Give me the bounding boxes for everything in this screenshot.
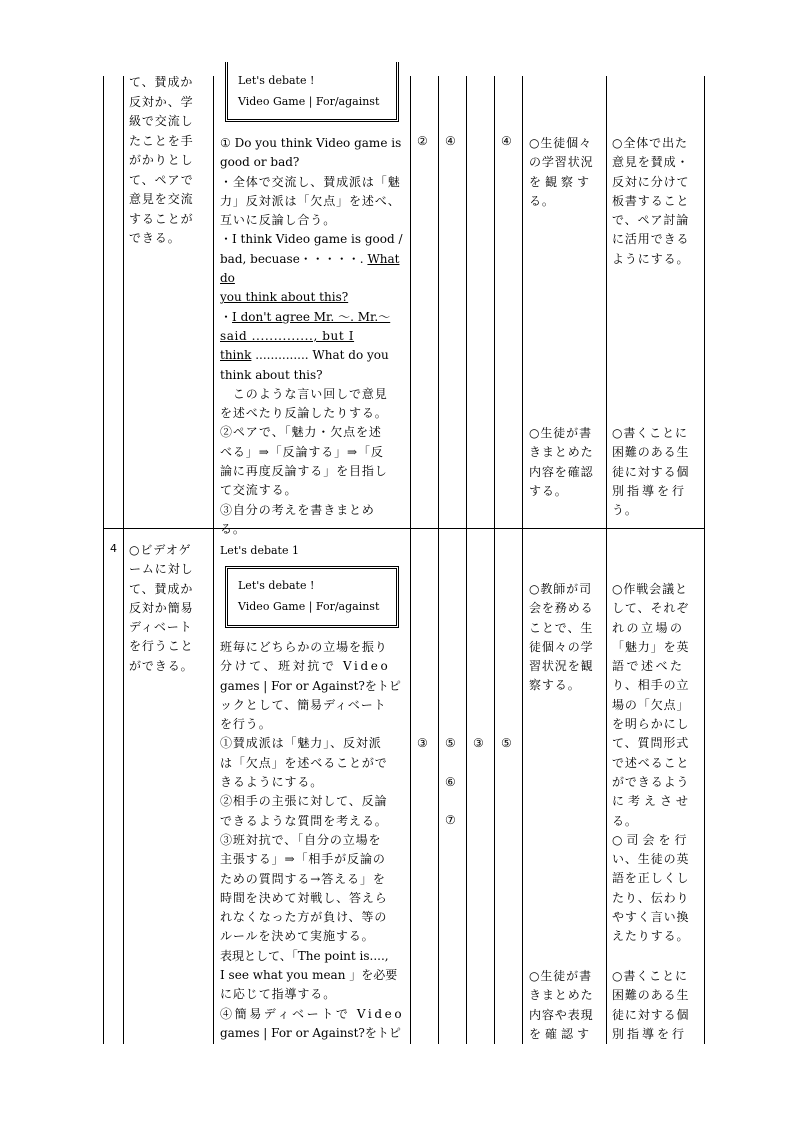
activity-line: は「欠点」を述べることがで: [220, 755, 388, 770]
row4-mark-col2c: ⑦: [445, 813, 456, 827]
table-divider-num: [123, 76, 124, 1044]
activity-text: bad, becuase・・・・・.: [220, 251, 364, 266]
support-line: て、質問形式: [612, 736, 690, 751]
row3-goal-line: がかりとし: [129, 153, 194, 167]
support-line: 困難のある生: [612, 445, 690, 460]
activity-line: ための質問する→答える」を: [220, 871, 386, 886]
table-divider-goal: [213, 76, 214, 1044]
row4-evaluation-1: [529, 580, 607, 696]
support-line: 別指導を行: [612, 1026, 688, 1041]
eval-line: 習状況を観: [529, 659, 594, 674]
eval-line: ことで、生: [529, 620, 594, 635]
row3-activity: [220, 134, 408, 539]
row3-debate-box: [225, 62, 399, 122]
activity-line: 力」反対派は「欠点」を述べ、: [220, 193, 401, 208]
row3-mark-col1: ②: [417, 134, 428, 148]
eval-line: する。: [529, 483, 568, 498]
support-line: れの立場の: [612, 620, 685, 635]
activity-line: る。: [220, 521, 246, 536]
debate-box-topic: Video Game | For/against: [238, 95, 380, 108]
support-line: ようにする。: [612, 251, 690, 266]
eval-line: を確認す: [529, 1026, 594, 1041]
activity-line: ①賛成派は「魅力」、反対派: [220, 736, 382, 751]
support-line: 「魅力」を英: [612, 639, 690, 654]
activity-underlined: What do: [220, 251, 400, 286]
activity-line: べる」⇒「反論する」⇒「反: [220, 444, 384, 459]
support-line: ○司会を行: [612, 832, 691, 847]
row4-support-1: [612, 580, 704, 947]
row3-goal-line: 反対か、学: [129, 94, 194, 109]
eval-line: 徒個々の学: [529, 639, 594, 654]
activity-line: good or bad?: [220, 155, 300, 170]
support-line: る。: [612, 813, 638, 828]
debate-box-topic: Video Game | For/against: [238, 600, 380, 613]
support-line: ができるよう: [612, 774, 690, 789]
activity-line: 班毎にどちらかの立場を振り: [220, 640, 388, 654]
eval-line: 内容を確認: [529, 464, 594, 479]
row4-support-2: [612, 967, 704, 1044]
support-line: に活用できる: [612, 232, 690, 247]
eval-line: ○教師が司: [529, 582, 592, 596]
eval-line: ○生徒個々: [529, 136, 592, 150]
row3-goal-line: て、賛成か: [129, 75, 194, 89]
activity-line: [220, 250, 408, 289]
activity-line: games | For or Against?をトピ: [220, 1025, 401, 1040]
row4-heading: Let's debate 1: [220, 544, 299, 557]
activity-line: れなくなった方が負け、等の: [220, 910, 388, 925]
support-line: ○作戦会議と: [612, 582, 688, 596]
table-divider-activity: [410, 76, 411, 1044]
activity-line: ルールを決めて実施する。: [220, 929, 375, 944]
activity-line: できるような質問を考える。: [220, 813, 388, 828]
eval-line: ○生徒が書: [529, 969, 592, 983]
activity-line: を述べたり反論したりする。: [220, 406, 388, 421]
support-line: ○全体で出た: [612, 136, 688, 150]
activity-line: ②ペアで、「魅力・欠点を述: [220, 425, 382, 440]
row4-mark-col2a: ⑤: [445, 736, 456, 750]
table-divider-mark2: [466, 76, 467, 1044]
eval-line: 察する。: [529, 678, 581, 693]
row4-goal-line: ディベート: [129, 620, 193, 635]
activity-line: think about this?: [220, 367, 323, 382]
activity-text: ・: [220, 309, 233, 324]
activity-line: 時間を決めて対戦し、答えら: [220, 890, 388, 905]
support-line: たり、伝わり: [612, 890, 690, 905]
support-line: 徒に対する個: [612, 1007, 690, 1022]
activity-line: 分けて、班対抗で Video: [220, 659, 391, 674]
row3-evaluation-1: [529, 134, 607, 211]
activity-line: [220, 346, 408, 365]
row4-debate-box: [225, 566, 399, 628]
support-line: ○書くことに: [612, 426, 688, 440]
support-line: 徒に対する個: [612, 464, 690, 479]
debate-box-title: Let's debate !: [238, 74, 315, 87]
activity-line: を行う。: [220, 717, 272, 732]
row4-goal-line: ームに対し: [129, 562, 194, 577]
support-line: で述べること: [612, 755, 690, 770]
activity-line: ックとして、簡易ディベート: [220, 697, 387, 712]
row3-evaluation-2: [529, 424, 607, 501]
support-line: に考えさせ: [612, 794, 693, 809]
activity-line: ① Do you think Video game is: [220, 136, 402, 150]
row3-goal-line: 級で交流し: [129, 114, 194, 128]
eval-line: 会を務める: [529, 601, 594, 616]
support-line: う。: [612, 503, 638, 518]
row4-goal-line: 反対か簡易: [129, 600, 194, 615]
activity-line: 主張する」⇒「相手が反論の: [220, 852, 386, 867]
activity-line: ②相手の主張に対して、反論: [220, 794, 388, 809]
activity-line: 互いに反論し合う。: [220, 213, 337, 228]
row3-goal-line: できる。: [129, 231, 181, 245]
row4-number: 4: [110, 542, 117, 555]
table-divider-eval: [606, 76, 607, 1044]
row3-goal: [129, 73, 213, 249]
table-border-left: [103, 76, 104, 1044]
eval-line: る。: [529, 193, 555, 208]
table-divider-mark1: [438, 76, 439, 1044]
row3-goal-line: 意見を交流: [129, 192, 194, 206]
support-line: 板書すること: [612, 193, 690, 208]
row4-mark-col2b: ⑥: [445, 775, 456, 789]
row3-mark-col2: ④: [445, 134, 456, 148]
eval-line: 内容や表現: [529, 1007, 594, 1022]
support-line: えたりする。: [612, 929, 690, 944]
debate-box-title: Let's debate !: [238, 579, 315, 592]
table-divider-mark4: [522, 76, 523, 1044]
row3-goal-line: たことを手: [129, 133, 194, 148]
row4-mark-col1: ③: [417, 736, 428, 750]
activity-line: games | For or Against?をトピ: [220, 678, 401, 693]
row3-mark-col4: ④: [501, 134, 512, 148]
support-line: で、ペア討論: [612, 213, 690, 228]
eval-line: きまとめた: [529, 445, 594, 460]
activity-line: ③自分の考えを書きまとめ: [220, 502, 375, 517]
activity-line: [220, 308, 408, 327]
support-line: ○書くことに: [612, 969, 688, 983]
activity-line: 論に再度反論する」を目指し: [220, 464, 388, 479]
row4-goal-line: ○ビデオゲ: [129, 543, 192, 557]
row4-goal: [129, 541, 213, 676]
activity-line: ・I think Video game is good /: [220, 232, 403, 247]
row3-support-2: [612, 424, 704, 520]
support-line: を明らかにし: [612, 717, 690, 732]
eval-line: きまとめた: [529, 988, 594, 1003]
activity-line: ③班対抗で、「自分の立場を: [220, 832, 382, 847]
support-line: 語で述べた: [612, 659, 685, 674]
row4-goal-line: て、賛成か: [129, 581, 194, 596]
activity-line: 表現として、「The point is....,: [220, 948, 389, 963]
support-line: 場の「欠点」: [612, 697, 690, 712]
support-line: 意見を賛成・: [612, 155, 690, 170]
eval-line: ○生徒が書: [529, 426, 592, 440]
eval-line: を観察す: [529, 174, 594, 189]
activity-line: このような言い回しで意見: [220, 386, 388, 401]
row4-goal-line: ができる。: [129, 658, 194, 673]
activity-line: て交流する。: [220, 483, 298, 498]
activity-line: に応じて指導する。: [220, 987, 337, 1002]
support-line: して、それぞ: [612, 601, 690, 616]
support-line: やすく言い換: [612, 910, 690, 925]
support-line: 語を正しくし: [612, 871, 690, 886]
activity-underlined: you think about this?: [220, 290, 349, 305]
row3-support-1: [612, 134, 704, 269]
eval-line: の学習状況: [529, 155, 594, 170]
support-line: 困難のある生: [612, 988, 690, 1003]
row4-mark-col4: ⑤: [501, 736, 512, 750]
activity-text: .............. What do you: [255, 348, 389, 363]
support-line: 反対に分けて: [612, 174, 690, 189]
row3-goal-line: することが: [129, 211, 194, 226]
activity-line: ・全体で交流し、賛成派は「魅: [220, 174, 401, 189]
table-divider-mark3: [494, 76, 495, 1044]
activity-line: ④簡易ディベートで Video: [220, 1006, 405, 1021]
row3-goal-line: て、ペアで: [129, 172, 194, 187]
support-line: り、相手の立: [612, 678, 690, 693]
activity-underlined: I don't agree Mr. 〜. Mr.〜: [232, 309, 391, 324]
row4-evaluation-2: [529, 967, 607, 1044]
activity-line: きるようにする。: [220, 775, 324, 790]
row4-goal-line: を行うこと: [129, 639, 194, 654]
activity-line: I see what you mean 」を必要: [220, 968, 398, 983]
row4-mark-col3: ③: [473, 736, 484, 750]
row4-activity: [220, 638, 408, 1043]
activity-underlined: think: [220, 348, 252, 363]
activity-underlined: said .............., but I: [220, 328, 355, 343]
table-border-right: [704, 76, 705, 1044]
support-line: 別指導を行: [612, 483, 688, 498]
support-line: い、生徒の英: [612, 852, 690, 867]
